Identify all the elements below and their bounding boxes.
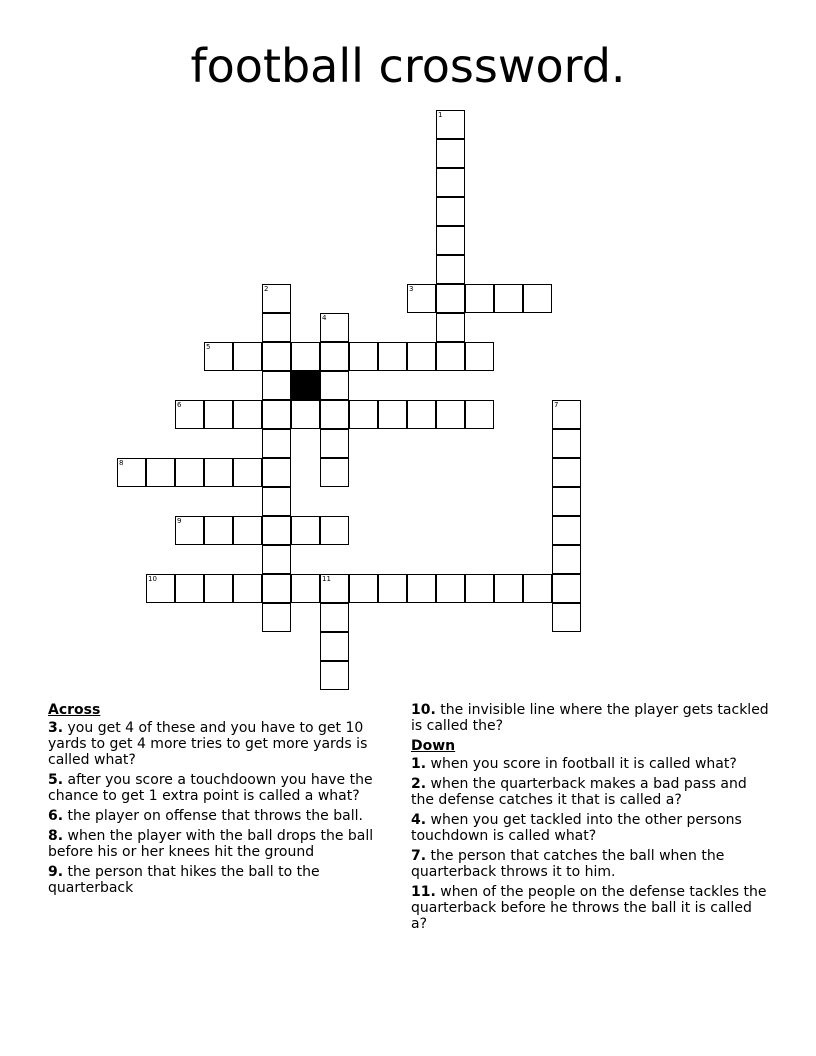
- clue-number: 4.: [411, 812, 427, 828]
- clue-text: when the quarterback makes a bad pass and the defense catches it that is called a?: [411, 776, 747, 808]
- grid-cell[interactable]: [175, 458, 204, 487]
- grid-cell[interactable]: [262, 342, 291, 371]
- grid-cell[interactable]: [117, 458, 146, 487]
- grid-cell[interactable]: [262, 545, 291, 574]
- grid-cell[interactable]: [320, 313, 349, 342]
- grid-cell[interactable]: [378, 400, 407, 429]
- grid-cell[interactable]: [436, 313, 465, 342]
- down-clue-11: [411, 884, 771, 932]
- grid-cell[interactable]: [523, 574, 552, 603]
- cell-number: 11: [322, 575, 331, 583]
- grid-cell[interactable]: [407, 342, 436, 371]
- clue-number: 3.: [48, 720, 64, 736]
- grid-cell[interactable]: [436, 574, 465, 603]
- grid-cell[interactable]: [262, 603, 291, 632]
- grid-cell[interactable]: [494, 284, 523, 313]
- grid-cell[interactable]: [436, 284, 465, 313]
- down-clue-2: [411, 776, 771, 808]
- page-title: football crossword.: [190, 39, 626, 93]
- cell-number: 10: [148, 575, 157, 583]
- grid-cell[interactable]: [262, 429, 291, 458]
- grid-cell[interactable]: [378, 574, 407, 603]
- grid-cell[interactable]: [320, 371, 349, 400]
- grid-cell[interactable]: [349, 400, 378, 429]
- clue-text: the person that catches the ball when the quarterback throws it to him.: [411, 848, 725, 880]
- clue-text: when you get tackled into the other persons touchdown is called what?: [411, 812, 742, 844]
- grid-cell[interactable]: [233, 574, 262, 603]
- grid-cell[interactable]: [320, 574, 349, 603]
- grid-cell[interactable]: [436, 342, 465, 371]
- clue-number: 7.: [411, 848, 427, 864]
- clue-number: 10.: [411, 702, 436, 718]
- grid-cell[interactable]: [262, 284, 291, 313]
- grid-cell[interactable]: [465, 342, 494, 371]
- grid-cell[interactable]: [291, 400, 320, 429]
- clues-right-column: [411, 702, 771, 936]
- grid-cell[interactable]: [262, 371, 291, 400]
- grid-cell[interactable]: [291, 342, 320, 371]
- clue-text: you get 4 of these and you have to get 10 yards to get 4 more tries to get more yards is called what?: [48, 720, 368, 768]
- grid-cell[interactable]: [349, 574, 378, 603]
- clue-text: when you score in football it is called what?: [430, 756, 737, 772]
- down-heading: Down: [411, 738, 456, 754]
- clue-number: 2.: [411, 776, 427, 792]
- clue-text: after you score a touchdoown you have the chance to get 1 extra point is called a what?: [48, 772, 373, 804]
- grid-cell[interactable]: [465, 574, 494, 603]
- grid-cell[interactable]: [204, 516, 233, 545]
- across-clue-8: [48, 828, 393, 860]
- cell-number: 1: [438, 111, 443, 119]
- clue-number: 8.: [48, 828, 64, 844]
- cell-number: 8: [119, 459, 124, 467]
- grid-cell[interactable]: [204, 400, 233, 429]
- grid-cell[interactable]: [146, 458, 175, 487]
- grid-cell[interactable]: [494, 574, 523, 603]
- grid-cell[interactable]: [204, 574, 233, 603]
- grid-cell[interactable]: [465, 284, 494, 313]
- across-clue-10: [411, 702, 771, 734]
- grid-cell[interactable]: [552, 458, 581, 487]
- grid-cell[interactable]: [436, 110, 465, 139]
- grid-cell[interactable]: [262, 516, 291, 545]
- across-clue-3: [48, 720, 393, 768]
- cell-number: 6: [177, 401, 182, 409]
- grid-cell[interactable]: [291, 574, 320, 603]
- grid-cell[interactable]: [436, 400, 465, 429]
- grid-cell[interactable]: [436, 197, 465, 226]
- grid-cell[interactable]: [552, 400, 581, 429]
- grid-cell[interactable]: [552, 545, 581, 574]
- grid-cell[interactable]: [552, 603, 581, 632]
- clue-number: 6.: [48, 808, 64, 824]
- grid-cell[interactable]: [262, 458, 291, 487]
- across-heading: Across: [48, 702, 101, 718]
- cell-number: 3: [409, 285, 414, 293]
- grid-cell[interactable]: [436, 226, 465, 255]
- grid-cell[interactable]: [262, 313, 291, 342]
- grid-cell[interactable]: [320, 429, 349, 458]
- grid-cell[interactable]: [378, 342, 407, 371]
- cell-number: 7: [554, 401, 559, 409]
- grid-cell[interactable]: [465, 400, 494, 429]
- across-clue-6: [48, 808, 393, 824]
- grid-cell[interactable]: [262, 487, 291, 516]
- grid-cell[interactable]: [233, 458, 262, 487]
- grid-cell[interactable]: [552, 487, 581, 516]
- black-square: [291, 371, 320, 400]
- down-clue-4: [411, 812, 771, 844]
- grid-cell[interactable]: [407, 400, 436, 429]
- grid-cell[interactable]: [407, 574, 436, 603]
- across-clue-5: [48, 772, 393, 804]
- grid-cell[interactable]: [436, 255, 465, 284]
- grid-cell[interactable]: [320, 632, 349, 661]
- clue-text: the person that hikes the ball to the quarterback: [48, 864, 320, 896]
- grid-cell[interactable]: [320, 400, 349, 429]
- grid-cell[interactable]: [204, 342, 233, 371]
- cell-number: 2: [264, 285, 269, 293]
- grid-cell[interactable]: [175, 516, 204, 545]
- grid-cell[interactable]: [204, 458, 233, 487]
- clue-text: the invisible line where the player gets tackled is called the?: [411, 702, 769, 734]
- grid-cell[interactable]: [436, 139, 465, 168]
- clue-number: 1.: [411, 756, 427, 772]
- cell-number: 9: [177, 517, 182, 525]
- clue-text: when of the people on the defense tackles the quarterback before he throws the ball it is called a?: [411, 884, 767, 932]
- clue-number: 11.: [411, 884, 436, 900]
- grid-cell[interactable]: [320, 516, 349, 545]
- grid-cell[interactable]: [320, 458, 349, 487]
- down-clue-7: [411, 848, 771, 880]
- clue-number: 5.: [48, 772, 64, 788]
- grid-cell[interactable]: [349, 342, 378, 371]
- grid-cell[interactable]: [291, 516, 320, 545]
- across-clue-9: [48, 864, 393, 896]
- grid-cell[interactable]: [233, 516, 262, 545]
- grid-cell[interactable]: [233, 400, 262, 429]
- down-clue-1: [411, 756, 771, 772]
- grid-cell[interactable]: [552, 516, 581, 545]
- grid-cell[interactable]: [552, 429, 581, 458]
- cell-number: 4: [322, 314, 327, 322]
- grid-cell[interactable]: [262, 574, 291, 603]
- clue-text: when the player with the ball drops the ball before his or her knees hit the ground: [48, 828, 374, 860]
- grid-cell[interactable]: [175, 574, 204, 603]
- grid-cell[interactable]: [552, 574, 581, 603]
- clues-left-column: [48, 702, 393, 900]
- cell-number: 5: [206, 343, 211, 351]
- grid-cell[interactable]: [175, 400, 204, 429]
- grid-cell[interactable]: [320, 661, 349, 690]
- grid-cell[interactable]: [523, 284, 552, 313]
- grid-cell[interactable]: [146, 574, 175, 603]
- grid-cell[interactable]: [320, 342, 349, 371]
- clue-text: the player on offense that throws the ball.: [67, 808, 363, 824]
- grid-cell[interactable]: [262, 400, 291, 429]
- grid-cell[interactable]: [233, 342, 262, 371]
- grid-cell[interactable]: [407, 284, 436, 313]
- grid-cell[interactable]: [436, 168, 465, 197]
- grid-cell[interactable]: [320, 603, 349, 632]
- clue-number: 9.: [48, 864, 64, 880]
